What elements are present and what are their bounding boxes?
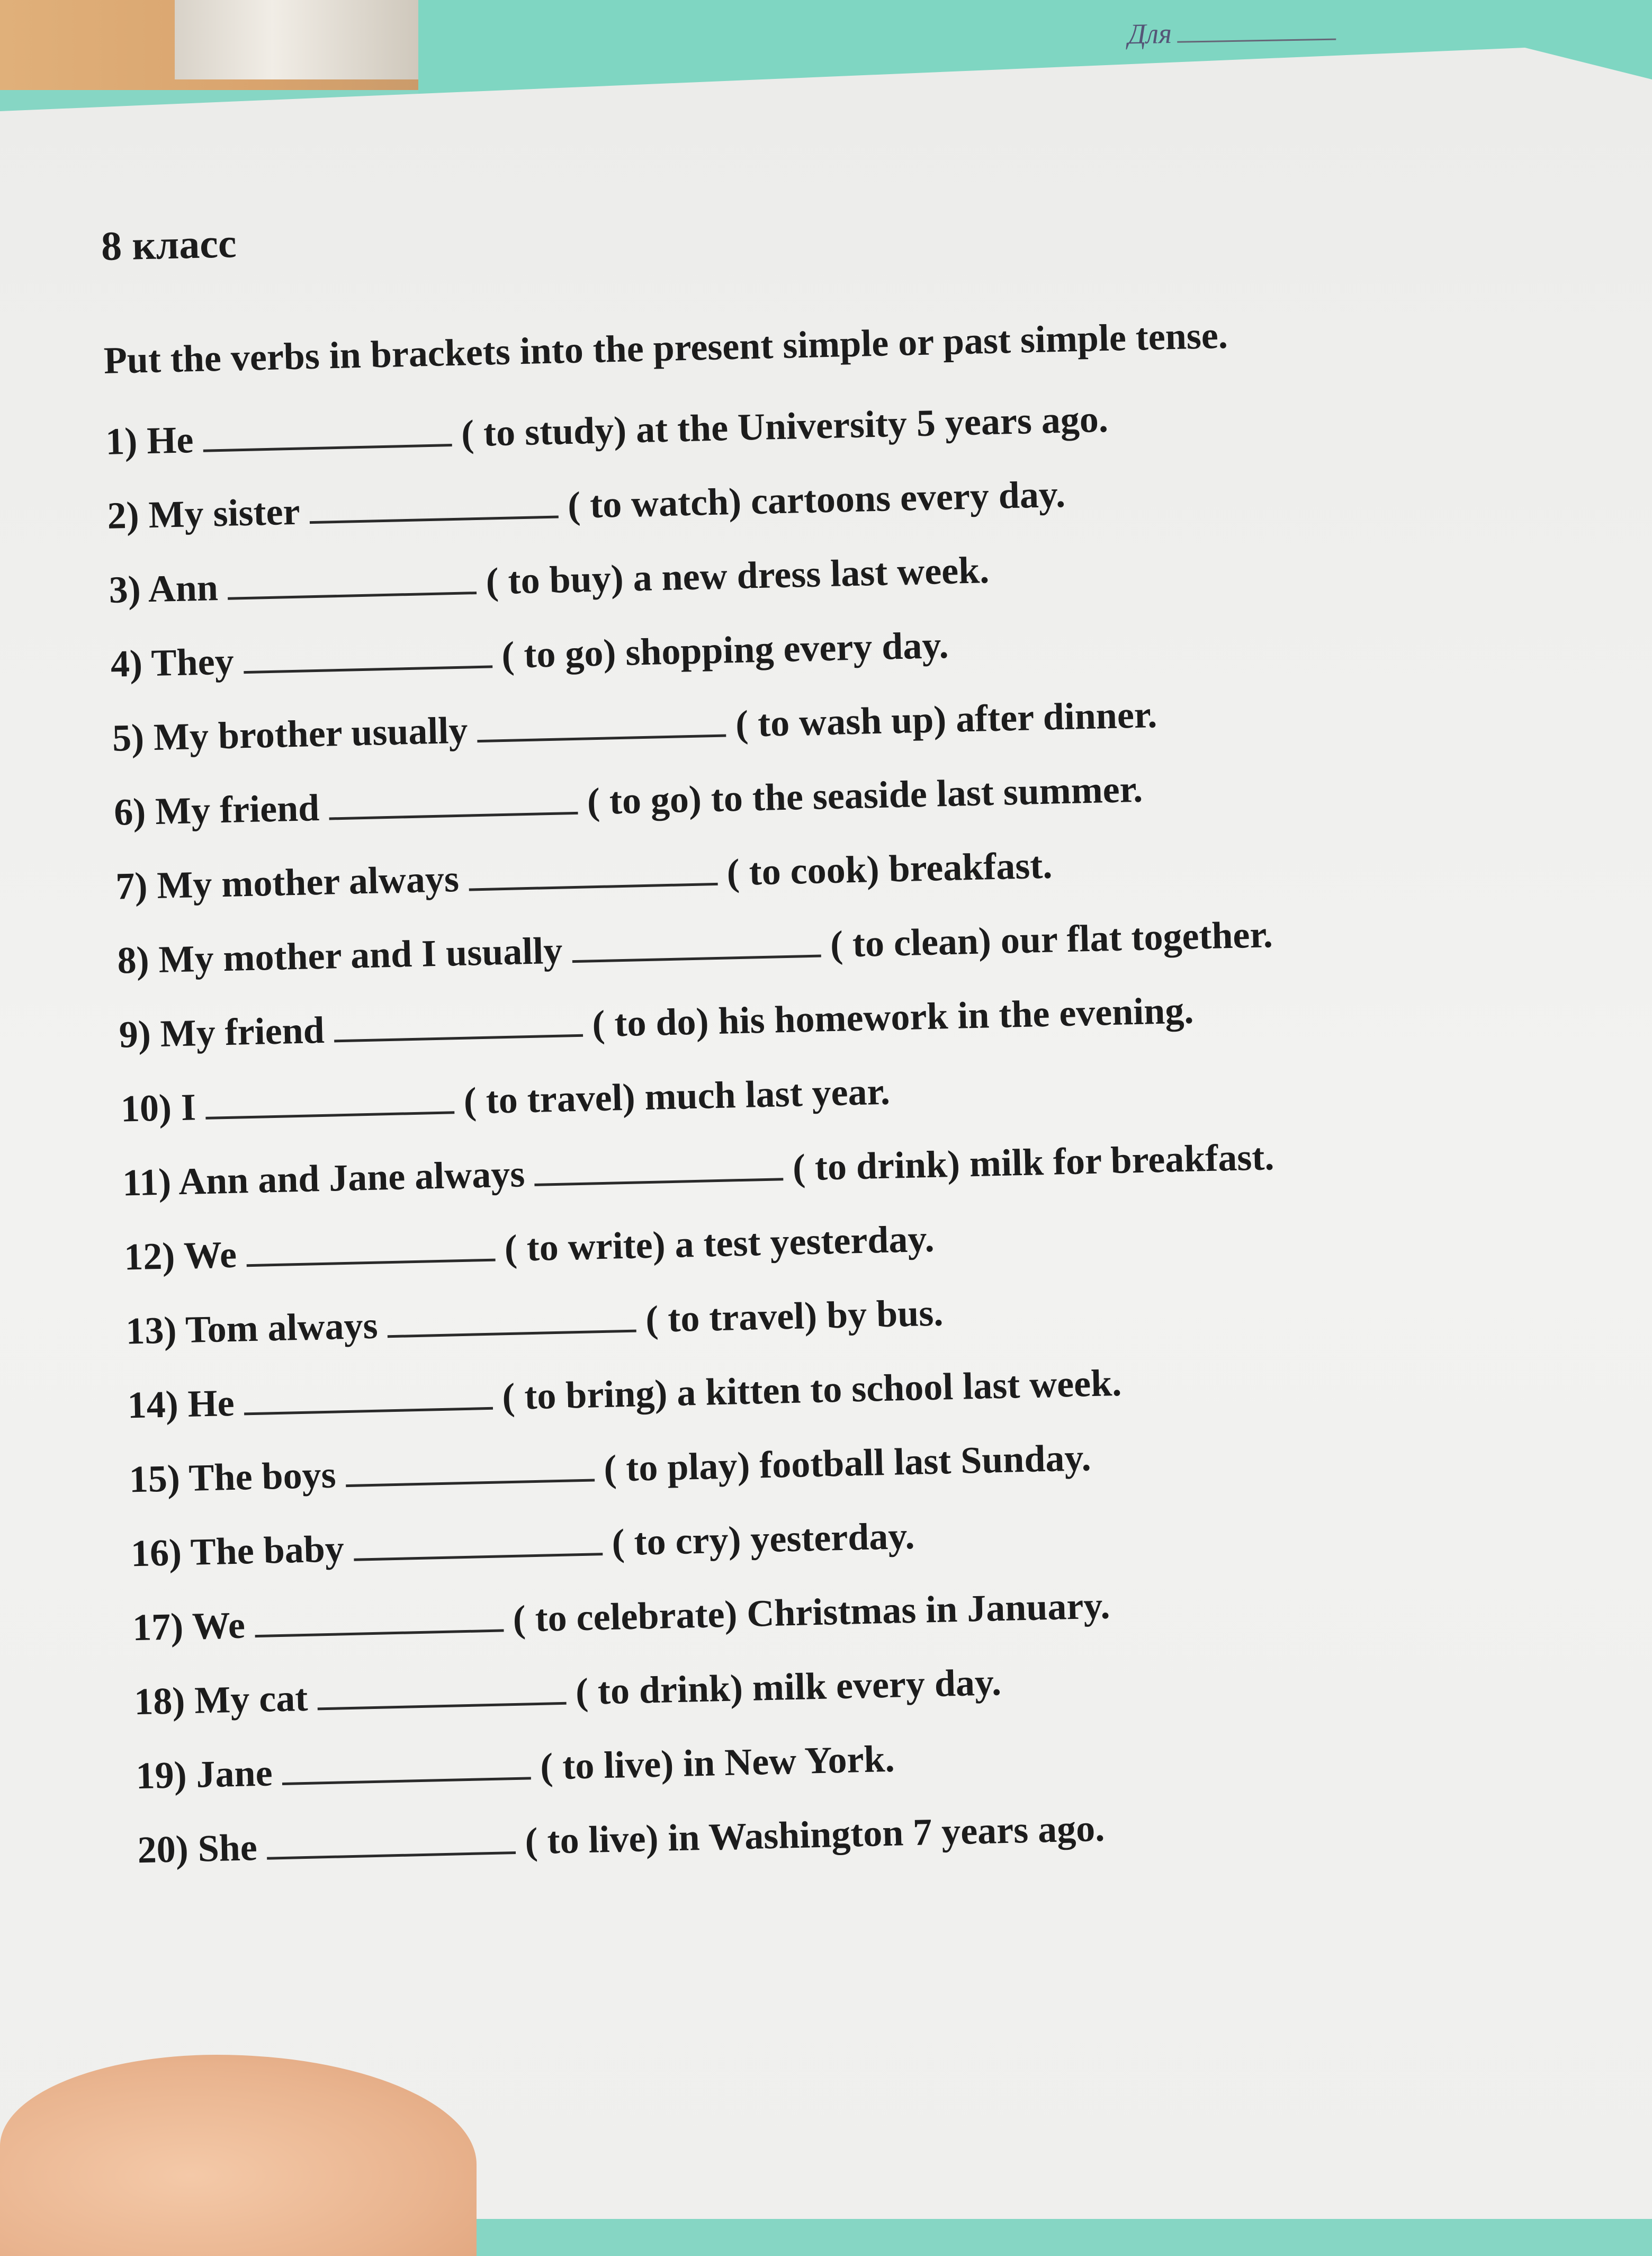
answer-blank[interactable] [334,1029,583,1043]
exercise-verb-prompt: ( to watch) cartoons every day. [567,472,1066,527]
exercise-verb-prompt: ( to travel) by bus. [645,1291,944,1341]
exercise-verb-prompt: ( to study) at the University 5 years ago. [461,397,1109,455]
exercise-verb-prompt: ( to play) football last Sunday. [603,1436,1092,1490]
exercise-verb-prompt: ( to drink) milk every day. [575,1661,1002,1713]
answer-blank[interactable] [317,1697,566,1711]
exercise-verb-prompt: ( to wash up) after dinner. [735,693,1157,746]
exercise-subject: 3) Ann [108,566,219,611]
folder-caption [1127,14,1336,51]
exercise-subject: 7) My mother always [115,857,460,908]
exercise-subject: 9) My friend [118,1008,325,1056]
answer-blank[interactable] [572,949,821,963]
exercise-subject: 8) My mother and I usually [116,929,563,982]
answer-blank[interactable] [346,1473,595,1487]
answer-blank[interactable] [205,1106,454,1120]
exercise-verb-prompt: ( to live) in New York. [540,1737,895,1788]
exercise-verb-prompt: ( to write) a test yesterday. [504,1217,935,1270]
exercise-subject: 6) My friend [113,786,320,834]
answer-blank[interactable] [469,878,717,891]
exercise-verb-prompt: ( to buy) a new dress last week. [485,549,990,603]
exercise-subject: 1) He [105,418,194,463]
exercise-verb-prompt: ( to drink) milk for breakfast. [792,1135,1275,1189]
worksheet-content [101,191,1515,1902]
exercise-subject: 12) We [123,1233,237,1278]
exercise-subject: 11) Ann and Jane always [122,1152,526,1204]
exercise-verb-prompt: ( to travel) much last year. [463,1070,891,1122]
answer-blank[interactable] [534,1172,783,1186]
exercise-subject: 16) The baby [130,1527,345,1575]
exercise-verb-prompt: ( to go) shopping every day. [501,623,949,677]
folder-caption-line [1177,23,1336,43]
background-page-stack [175,0,418,79]
answer-blank[interactable] [203,438,452,452]
answer-blank[interactable] [329,807,578,820]
answer-blank[interactable] [267,1846,516,1860]
exercise-verb-prompt: ( to clean) our flat together. [830,913,1273,966]
exercise-verb-prompt: ( to bring) a kitten to school last week. [501,1361,1122,1418]
answer-blank[interactable] [244,660,492,674]
answer-blank[interactable] [282,1771,531,1785]
exercise-subject: 4) They [110,640,235,685]
exercise-verb-prompt: ( to cook) breakfast. [726,844,1053,894]
answer-blank[interactable] [388,1324,636,1338]
exercise-subject: 5) My brother usually [112,709,469,759]
answer-blank[interactable] [354,1547,603,1561]
worksheet-instruction: Put the verbs in brackets into the present simple or past simple tense. [103,314,1228,382]
answer-blank[interactable] [310,511,559,524]
exercise-verb-prompt: ( to live) in Washington 7 years ago. [524,1806,1105,1863]
answer-blank[interactable] [478,729,726,742]
exercise-subject: 15) The boys [128,1453,337,1501]
exercise-subject: 2) My sister [106,490,301,537]
exercise-subject: 20) She [137,1826,258,1872]
exercise-subject: 18) My cat [133,1676,309,1723]
answer-blank[interactable] [228,586,477,600]
exercise-subject: 10) I [120,1086,196,1130]
exercise-subject: 19) Jane [135,1751,273,1797]
worksheet-heading: 8 класс [101,220,237,269]
exercise-verb-prompt: ( to celebrate) Christmas in January. [512,1584,1111,1641]
exercise-verb-prompt: ( to go) to the seaside last summer. [587,767,1143,823]
answer-blank[interactable] [246,1254,495,1267]
exercise-verb-prompt: ( to do) his homework in the evening. [591,989,1195,1045]
exercise-verb-prompt: ( to cry) yesterday. [611,1514,915,1564]
folder-caption-text: Для [1127,17,1172,50]
exercise-subject: 17) We [132,1604,246,1649]
answer-blank[interactable] [255,1624,504,1637]
exercise-subject: 14) He [127,1381,235,1427]
answer-blank[interactable] [244,1402,493,1416]
exercise-subject: 13) Tom always [125,1304,379,1353]
